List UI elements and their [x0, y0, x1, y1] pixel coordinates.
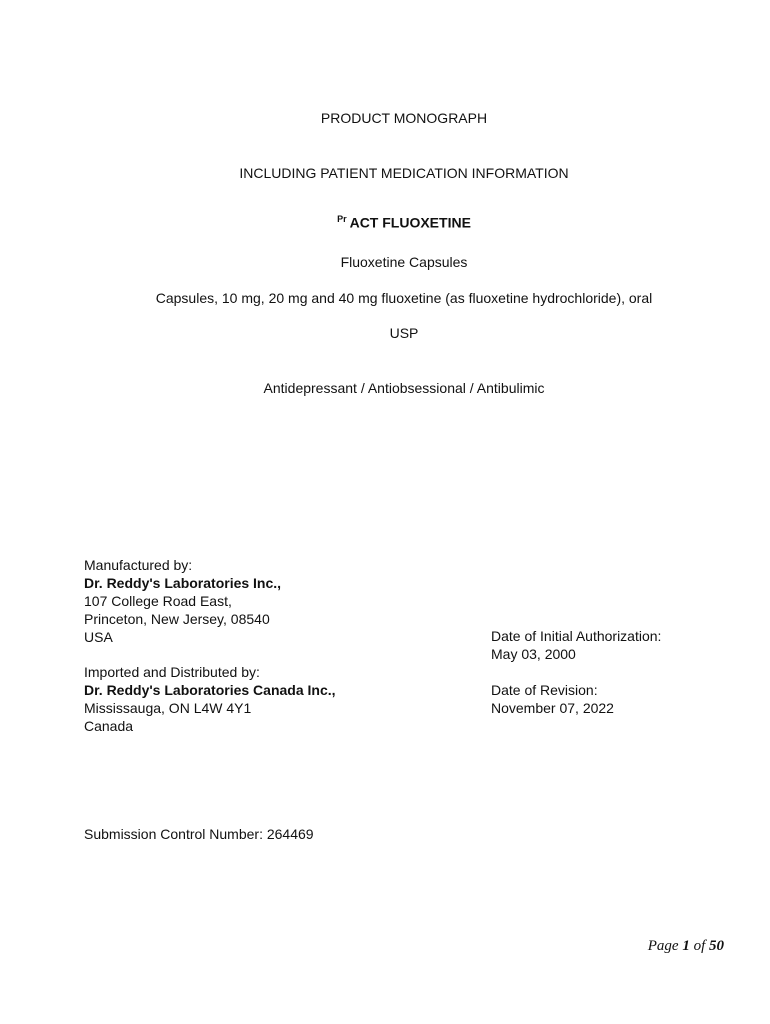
dosage-form: Fluoxetine Capsules	[340, 254, 468, 270]
distributor-block	[84, 663, 336, 735]
document-subtitle: INCLUDING PATIENT MEDICATION INFORMATION	[239, 165, 569, 181]
revision-label: Date of Revision:	[491, 682, 598, 698]
standard: USP	[389, 325, 419, 341]
page-word: Page	[647, 938, 683, 954]
distributor-country: Canada	[84, 718, 134, 734]
revision-block	[491, 681, 614, 717]
manufacturer-block	[84, 556, 281, 646]
distributor-name: Dr. Reddy's Laboratories Canada Inc.,	[84, 682, 336, 698]
of-word: of	[689, 938, 709, 954]
prescription-prefix: Pr	[337, 214, 347, 224]
product-name: ACT FLUOXETINE	[349, 214, 471, 231]
strengths: Capsules, 10 mg, 20 mg and 40 mg fluoxetine (as fluoxetine hydrochloride), oral	[155, 290, 653, 306]
initial-authorization-block	[491, 627, 661, 663]
manufacturer-name: Dr. Reddy's Laboratories Inc.,	[84, 575, 282, 591]
distributor-address: Mississauga, ON L4W 4Y1	[84, 700, 252, 716]
document-title: PRODUCT MONOGRAPH	[320, 110, 488, 126]
manufacturer-country: USA	[84, 629, 113, 645]
product-name-line	[0, 214, 770, 231]
therapeutic-class: Antidepressant / Antiobsessional / Antibulimic	[263, 380, 545, 396]
manufacturer-address2: Princeton, New Jersey, 08540	[84, 611, 270, 627]
page-number	[648, 938, 724, 955]
manufacturer-label: Manufactured by:	[84, 557, 193, 573]
page-total: 50	[709, 938, 724, 954]
distributor-label: Imported and Distributed by:	[84, 664, 260, 680]
revision-date: November 07, 2022	[491, 700, 614, 716]
initial-authorization-label: Date of Initial Authorization:	[491, 628, 662, 644]
submission-control-number: Submission Control Number: 264469	[84, 826, 314, 842]
manufacturer-address1: 107 College Road East,	[84, 593, 232, 609]
initial-authorization-date: May 03, 2000	[491, 646, 576, 662]
page-current: 1	[682, 938, 690, 954]
